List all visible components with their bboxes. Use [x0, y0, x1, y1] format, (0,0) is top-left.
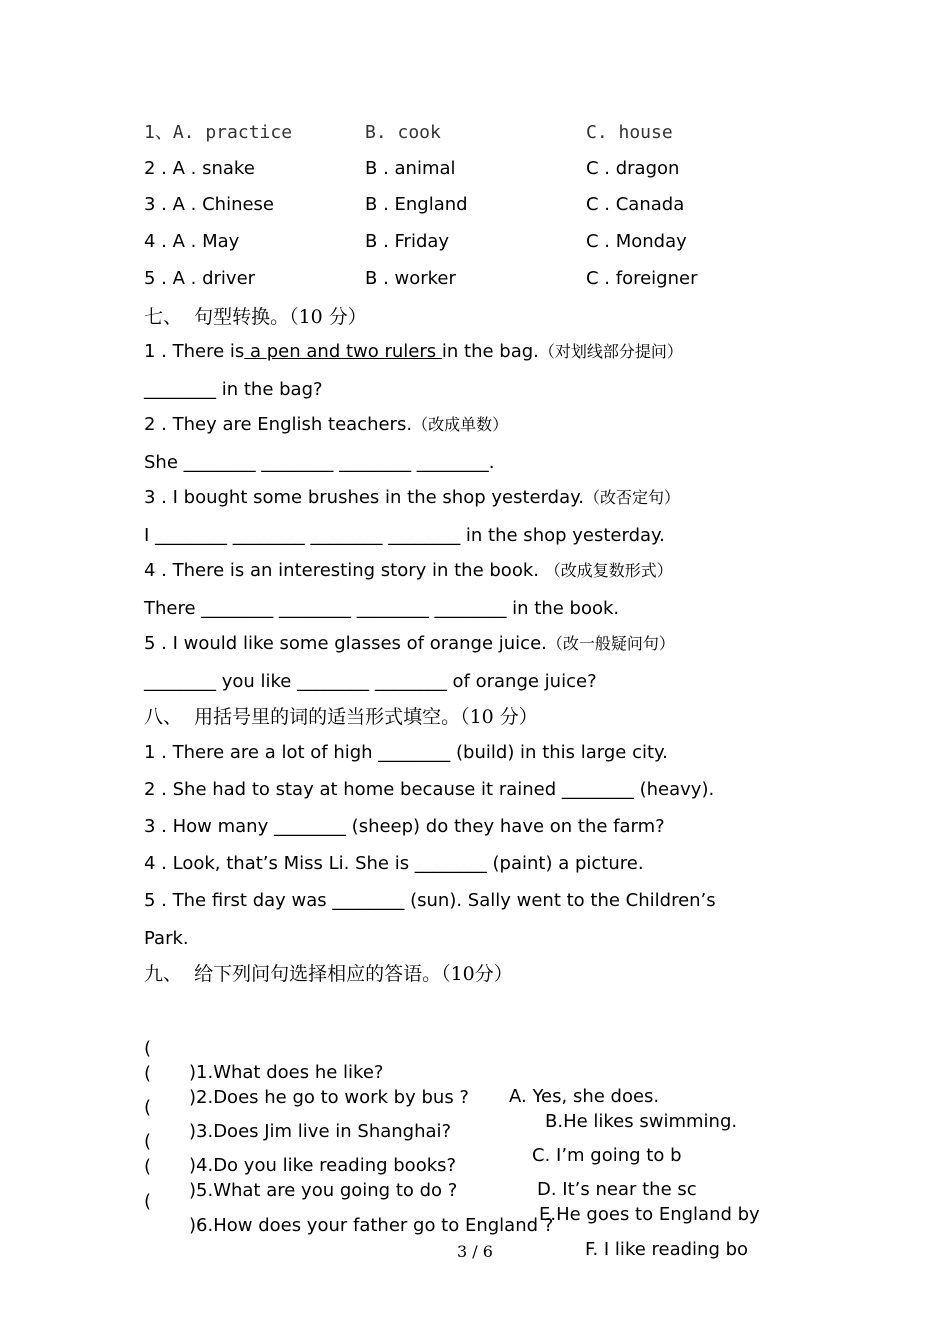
instruction-note: （改一般疑问句） — [546, 634, 675, 653]
match-answer: F. I like reading bo — [585, 1239, 749, 1260]
question-text: in the bag. — [441, 341, 539, 362]
match-question: )6.How does your father go to England ? — [189, 1215, 554, 1236]
section7-question-4 — [144, 559, 673, 583]
question-text: 2 . They are English teachers. — [144, 414, 413, 435]
vocab-option: C . dragon — [586, 158, 680, 179]
section8-question-1: 1 . There are a lot of high ________ (build) in this large city. — [144, 742, 668, 763]
match-question: )2.Does he go to work by bus ? — [189, 1087, 469, 1108]
instruction-note: （改成复数形式） — [544, 561, 673, 580]
answer-bracket: ( — [144, 1063, 152, 1084]
vocab-option: C . Monday — [586, 231, 687, 252]
match-answer: A. Yes, she does. — [509, 1086, 660, 1107]
section7-answer-5: ________ you like ________ ________ of orange juice? — [144, 671, 597, 692]
question-text: 3 . I bought some brushes in the shop yesterday. — [144, 487, 584, 508]
section7-answer-4: There ________ ________ ________ ________ in the book. — [144, 598, 620, 619]
vocab-option: C. house — [586, 122, 673, 143]
section7-answer-3: I ________ ________ ________ ________ in the shop yesterday. — [144, 525, 665, 546]
page-number: 3 / 6 — [457, 1242, 493, 1261]
answer-bracket: ( — [144, 1191, 152, 1212]
section7-heading: 七、 句型转换。（10 分） — [144, 306, 367, 328]
instruction-note: （对划线部分提问） — [538, 342, 683, 361]
section9-heading: 九、 给下列问句选择相应的答语。（10分） — [144, 963, 513, 985]
section7-question-5 — [144, 632, 675, 656]
vocab-option: B . England — [365, 194, 468, 215]
vocab-option: 4 . A . May — [144, 231, 240, 252]
instruction-note: （改否定句） — [583, 488, 680, 507]
vocab-option: 2 . A . snake — [144, 158, 255, 179]
match-answer: E.He goes to England by — [539, 1204, 760, 1225]
match-answer: C. I’m going to b — [532, 1145, 682, 1166]
vocab-option: C . Canada — [586, 194, 685, 215]
vocab-option: B . animal — [365, 158, 456, 179]
answer-bracket: ( — [144, 1131, 152, 1152]
section7-answer-2: She ________ ________ ________ ________. — [144, 452, 495, 473]
vocab-option: C . foreigner — [586, 268, 698, 289]
answer-bracket: ( — [144, 1038, 152, 1059]
question-text: 4 . There is an interesting story in the book. — [144, 560, 545, 581]
vocab-option: B . worker — [365, 268, 456, 289]
section8-question-3: 3 . How many ________ (sheep) do they have on the farm? — [144, 816, 665, 837]
match-question: )3.Does Jim live in Shanghai? — [189, 1121, 452, 1142]
section7-question-3 — [144, 486, 680, 510]
instruction-note: （改成单数） — [412, 415, 509, 434]
vocab-option: 3 . A . Chinese — [144, 194, 275, 215]
question-text: 1 . There is — [144, 341, 245, 362]
section8-question-2: 2 . She had to stay at home because it rained ________ (heavy). — [144, 779, 715, 800]
section8-heading: 八、 用括号里的词的适当形式填空。（10 分） — [144, 706, 538, 728]
answer-bracket: ( — [144, 1097, 152, 1118]
match-question: )4.Do you like reading books? — [189, 1155, 457, 1176]
section7-question-2 — [144, 413, 508, 437]
match-answer: B.He likes swimming. — [545, 1111, 738, 1132]
vocab-option: B. cook — [365, 122, 441, 143]
question-text: 5 . I would like some glasses of orange juice. — [144, 633, 547, 654]
underlined-phrase: a pen and two rulers — [244, 341, 442, 362]
match-question: )1.What does he like? — [189, 1062, 384, 1083]
vocab-option: 5 . A . driver — [144, 268, 256, 289]
vocab-option: 1、A. practice — [144, 122, 293, 143]
vocab-option: B . Friday — [365, 231, 450, 252]
section8-question-5: 5 . The first day was ________ (sun). Sally went to the Children’s — [144, 890, 716, 911]
match-question: )5.What are you going to do ? — [189, 1180, 458, 1201]
section8-question-5-cont: Park. — [144, 928, 189, 949]
answer-bracket: ( — [144, 1156, 152, 1177]
section8-question-4: 4 . Look, that’s Miss Li. She is ________ (paint) a picture. — [144, 853, 644, 874]
section7-answer-1: ________ in the bag? — [144, 379, 323, 400]
match-answer: D. It’s near the sc — [537, 1179, 697, 1200]
section7-question-1 — [144, 340, 683, 364]
